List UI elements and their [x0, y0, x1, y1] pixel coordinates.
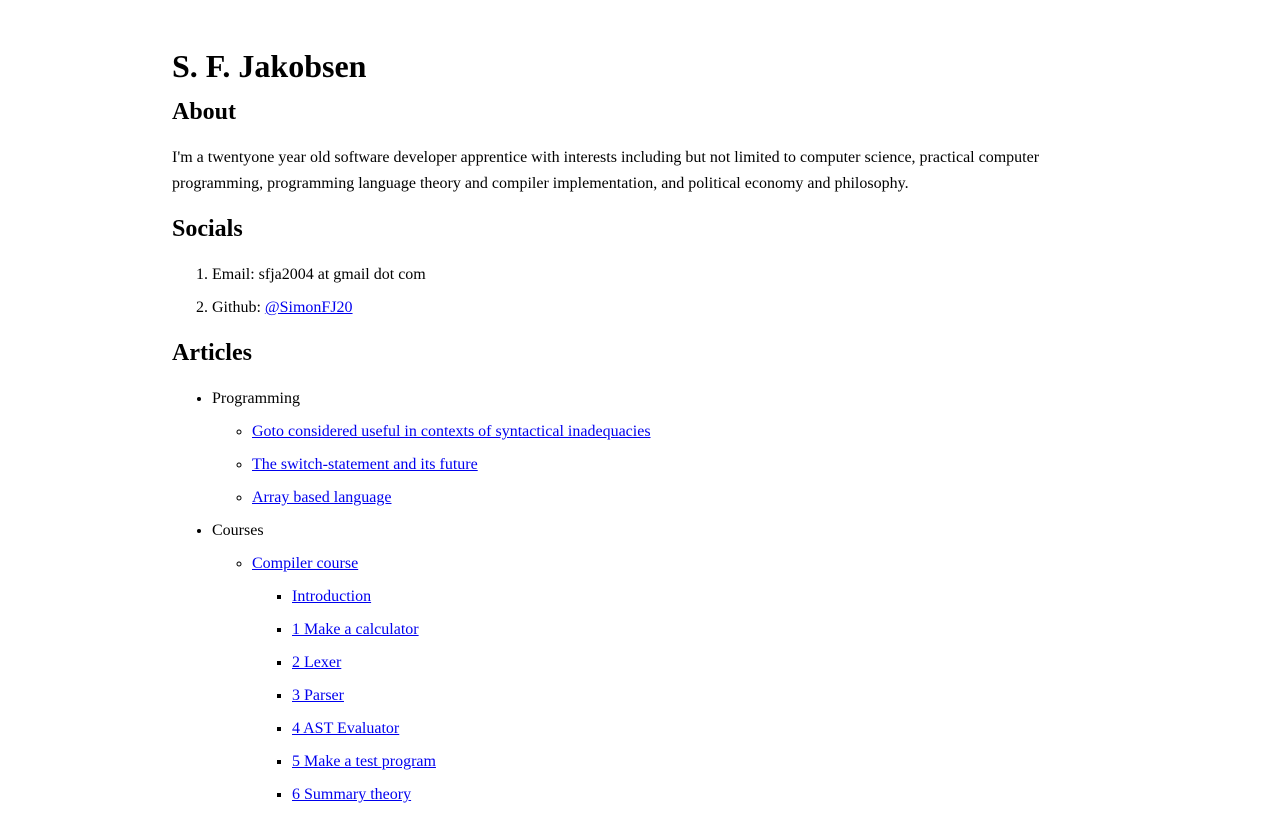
- articles-heading: Articles: [172, 340, 252, 366]
- programming-articles-list: [212, 421, 651, 509]
- chapter-link-introduction[interactable]: Introduction: [292, 588, 372, 605]
- chapter-link-6[interactable]: 6 Summary theory: [292, 786, 412, 803]
- github-label: Github:: [212, 299, 265, 316]
- course-item: [252, 553, 651, 806]
- about-heading: About: [172, 99, 237, 125]
- github-link[interactable]: @SimonFJ20: [264, 299, 353, 316]
- compiler-course-chapters: [252, 586, 651, 806]
- chapter-item: [292, 718, 651, 740]
- chapter-item: [292, 784, 651, 806]
- course-link-compiler[interactable]: Compiler course: [252, 555, 359, 572]
- page-title: S. F. Jakobsen: [172, 48, 367, 84]
- article-item: [252, 421, 651, 443]
- chapter-item: [292, 586, 651, 608]
- article-link-goto[interactable]: Goto considered useful in contexts of syntactical inadequacies: [252, 423, 651, 440]
- chapter-link-3[interactable]: 3 Parser: [292, 687, 344, 704]
- article-link-switch[interactable]: The switch-statement and its future: [252, 456, 478, 473]
- email-value: sfja2004 at gmail dot com: [258, 266, 426, 283]
- chapter-link-4[interactable]: 4 AST Evaluator: [292, 720, 400, 737]
- chapter-item: [292, 685, 651, 707]
- articles-list: [172, 388, 651, 817]
- chapter-link-2[interactable]: 2 Lexer: [292, 654, 342, 671]
- category-label-programming: Programming: [212, 390, 300, 407]
- category-label-courses: Courses: [212, 522, 264, 539]
- email-label: Email:: [212, 266, 259, 283]
- about-paragraph: I'm a twentyone year old software developer apprentice with interests including but not limited to computer science, practical computer programming, programming language theory and compiler implementation, and political economy and philosophy.: [172, 149, 1040, 192]
- chapter-item: [292, 652, 651, 674]
- article-link-array-language[interactable]: Array based language: [252, 489, 392, 506]
- social-item-github: [212, 297, 426, 319]
- courses-list: [212, 553, 651, 806]
- chapter-link-5[interactable]: 5 Make a test program: [292, 753, 436, 770]
- article-item: [252, 454, 651, 476]
- category-courses: [212, 520, 651, 806]
- socials-list: [172, 264, 426, 330]
- socials-heading: Socials: [172, 216, 243, 242]
- article-item: [252, 487, 651, 509]
- category-programming: [212, 388, 651, 509]
- social-item-email: [212, 264, 426, 286]
- chapter-item: [292, 751, 651, 773]
- chapter-item: [292, 619, 651, 641]
- chapter-link-1[interactable]: 1 Make a calculator: [292, 621, 419, 638]
